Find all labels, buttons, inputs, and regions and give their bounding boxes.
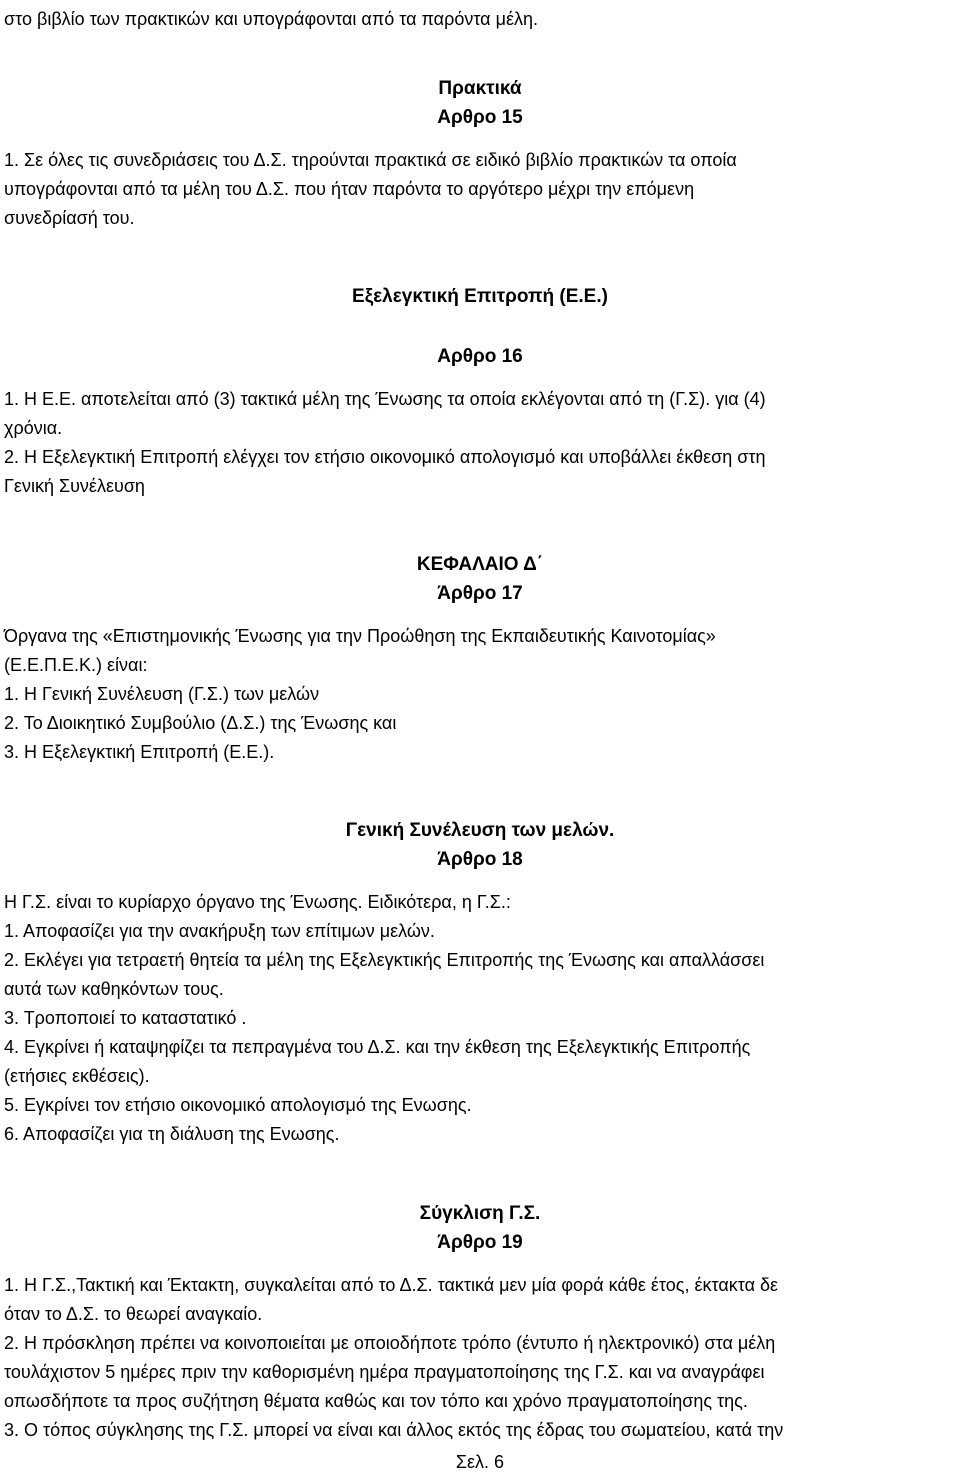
section-heading: Σύγκλιση Γ.Σ.: [419, 1203, 541, 1224]
text-line: 2. Το Διοικητικό Συμβούλιο (Δ.Σ.) της Ένωσης και: [4, 713, 397, 733]
text-line: Η Γ.Σ. είναι το κυρίαρχο όργανο της Ένωσης. Ειδικότερα, η Γ.Σ.:: [4, 892, 511, 912]
article-heading: Άρθρο 18: [437, 849, 523, 870]
article-heading: Αρθρο 15: [437, 107, 523, 128]
text-line: 6. Αποφασίζει για τη διάλυση της Ενωσης.: [4, 1124, 340, 1144]
text-line: 3. Τροποποιεί το καταστατικό .: [4, 1008, 247, 1028]
section-heading: Εξελεγκτική Επιτροπή (Ε.Ε.): [352, 286, 608, 307]
text-line: όταν το Δ.Σ. το θεωρεί αναγκαίο.: [4, 1304, 263, 1324]
text-line: αυτά των καθηκόντων τους.: [4, 979, 224, 999]
text-line: 2. Εκλέγει για τετραετή θητεία τα μέλη της Εξελεγκτικής Επιτροπής της Ένωσης και απαλλάσσει: [4, 950, 765, 970]
text-line: 2. Η Εξελεγκτική Επιτροπή ελέγχει τον ετήσιο οικονομικό απολογισμό και υποβάλλει έκθεση στη: [4, 447, 766, 467]
text-line: χρόνια.: [4, 418, 63, 438]
text-line: 3. Ο τόπος σύγκλησης της Γ.Σ. μπορεί να είναι και άλλος εκτός της έδρας του σωματείου, κατά την: [4, 1420, 784, 1440]
chapter-heading: ΚΕΦΑΛΑΙΟ Δ΄: [416, 554, 544, 575]
text-line: συνεδρίασή του.: [4, 208, 135, 228]
text-line: 1. Αποφασίζει για την ανακήρυξη των επίτιμων μελών.: [4, 921, 435, 941]
article-heading: Άρθρο 19: [437, 1232, 523, 1253]
text-line: 1. Η Γενική Συνέλευση (Γ.Σ.) των μελών: [4, 684, 320, 704]
article-heading: Αρθρο 16: [437, 346, 523, 367]
text-line: 1. Η Γ.Σ.,Τακτική και Έκτακτη, συγκαλείται από το Δ.Σ. τακτικά μεν μία φορά κάθε έτος, έκτακτα δε: [4, 1275, 779, 1295]
text-line: 1. Σε όλες τις συνεδριάσεις του Δ.Σ. τηρούνται πρακτικά σε ειδικό βιβλίο πρακτικών τα οποία: [4, 150, 737, 170]
text-line: τουλάχιστον 5 ημέρες πριν την καθορισμένη ημέρα πραγματοποίησης της Γ.Σ. και να αναγράφει: [4, 1362, 765, 1382]
page-number: Σελ. 6: [455, 1452, 505, 1472]
text-line: 5. Εγκρίνει τον ετήσιο οικονομικό απολογισμό της Ενωσης.: [4, 1095, 472, 1115]
text-line: 3. Η Εξελεγκτική Επιτροπή (Ε.Ε.).: [4, 742, 275, 762]
section-heading: Πρακτικά: [438, 78, 522, 99]
text-line: στο βιβλίο των πρακτικών και υπογράφονται από τα παρόντα μέλη.: [4, 9, 538, 29]
text-line: 2. Η πρόσκληση πρέπει να κοινοποιείται με οποιοδήποτε τρόπο (έντυπο ή ηλεκτρονικό) στα μέλη: [4, 1333, 776, 1353]
text-line: Γενική Συνέλευση: [4, 476, 145, 496]
text-line: οπωσδήποτε τα προς συζήτηση θέματα καθώς και τον τόπο και χρόνο πραγματοποίησης της.: [4, 1391, 748, 1411]
article-heading: Άρθρο 17: [437, 583, 523, 604]
text-line: υπογράφονται από τα μέλη του Δ.Σ. που ήταν παρόντα το αργότερο μέχρι την επόμενη: [4, 179, 695, 199]
text-line: (ετήσιες εκθέσεις).: [4, 1066, 150, 1086]
text-line: 1. Η Ε.Ε. αποτελείται από (3) τακτικά μέλη της Ένωσης τα οποία εκλέγονται από τη (Γ.Σ). για (4): [4, 389, 766, 409]
text-line: Όργανα της «Επιστημονικής Ένωσης για την Προώθηση της Εκπαιδευτικής Καινοτομίας»: [4, 626, 716, 646]
text-line: (Ε.Ε.Π.Ε.Κ.) είναι:: [4, 655, 148, 675]
section-heading: Γενική Συνέλευση των μελών.: [345, 820, 615, 841]
text-line: 4. Εγκρίνει ή καταψηφίζει τα πεπραγμένα του Δ.Σ. και την έκθεση της Εξελεγκτικής Επιτροπής: [4, 1037, 751, 1057]
